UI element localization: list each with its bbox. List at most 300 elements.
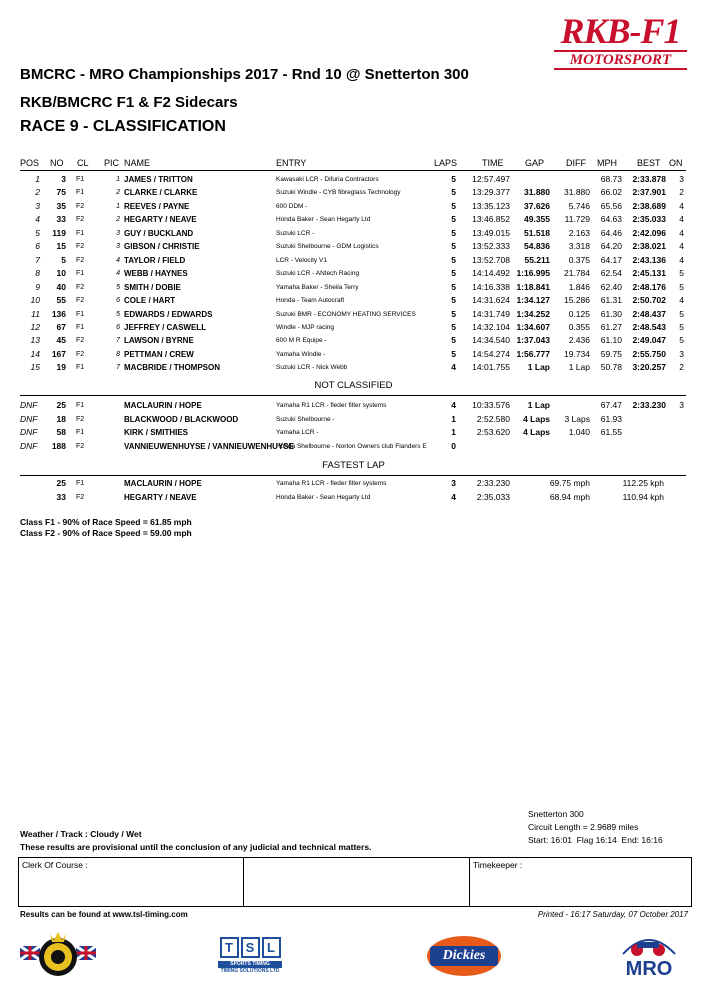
dnf-row [0,426,707,439]
on-lap-cell: 4 [679,200,684,211]
col-name: NAME [124,158,151,168]
result-row [0,173,707,186]
best-lap-cell: 2:38.021 [632,241,666,252]
not-classified-divider [20,395,686,396]
time-cell: 14:01.755 [472,362,510,373]
mph-cell: 61.55 [600,427,622,437]
header-divider [20,170,686,171]
number-cell: 58 [56,427,66,437]
diff-cell: 3.318 [568,241,590,252]
gap-cell: 1:18.841 [516,281,550,292]
results-url: Results can be found at www.tsl-timing.com [20,910,188,919]
timekeeper-cell [470,858,691,906]
laps-cell: 5 [451,241,456,252]
diff-cell: 15.286 [564,295,590,306]
result-row [0,213,707,226]
mro-wordmark: MRO [625,958,673,980]
entry-cell: Honda Shelbourne - Norton Owners club Flanders E [276,442,427,450]
pic-cell: 6 [116,323,120,331]
diff-cell: 2.163 [568,227,590,238]
number-cell: 40 [56,281,66,292]
class-cell: F2 [76,297,85,305]
best-lap-cell: 2:35.033 [632,214,666,225]
name-cell: LAWSON / BYRNE [124,336,194,346]
col-diff: DIFF [566,158,586,168]
laps-cell: 5 [451,214,456,225]
on-lap-cell: 5 [679,308,684,319]
col-time: TIME [482,158,504,168]
mph-cell: 61.10 [600,335,622,346]
number-cell: 10 [56,268,66,279]
mph-cell: 66.02 [600,187,622,198]
pos-cell: 5 [35,227,40,238]
pos-cell: DNF [20,440,38,451]
diff-cell: 19.734 [564,348,590,359]
best-lap-cell: 2:38.689 [632,200,666,211]
time-cell: 14:54.274 [472,348,510,359]
result-row [0,227,707,240]
entry-cell: Yamaha R1 LCR - fleder filter systems [276,480,387,487]
class-cell: F2 [76,283,85,291]
col-laps: LAPS [434,158,458,168]
laps-cell: 5 [451,200,456,211]
time-cell: 10:33.576 [472,400,510,410]
mph-cell: 62.54 [600,268,622,279]
pic-cell: 3 [116,229,120,237]
class-cell: F1 [76,270,85,278]
best-lap-cell: 2:33.878 [632,174,666,184]
class-title: RKB/BMCRC F1 & F2 Sidecars [20,94,238,111]
laps-cell: 5 [451,335,456,346]
mph-cell: 68.73 [600,174,622,184]
class-cell: F1 [76,310,85,318]
laps-cell: 5 [451,254,456,265]
dickies-badge [427,936,501,976]
gap-cell: 1:34.127 [516,295,550,306]
laps-cell: 5 [451,281,456,292]
brand-line2: MOTORSPORT [554,50,687,70]
entry-cell: Yamaha R1 LCR - fleder filter systems [276,402,387,409]
number-cell: 35 [56,200,66,211]
mph-cell: 65.56 [600,200,622,211]
pos-cell: 11 [31,308,40,319]
diff-cell: 1.040 [568,427,590,437]
mph-cell: 64.63 [600,214,622,225]
col-pos: POS [20,158,40,168]
dickies-logo [424,928,504,984]
gap-cell: 31.880 [524,187,550,198]
time-cell: 13:49.015 [472,227,510,238]
fastest-lap-divider [20,475,686,476]
mro-logo [612,928,686,984]
number-cell: 136 [51,308,66,319]
laps-cell: 5 [451,348,456,359]
class-cell: F1 [76,176,85,183]
mph-cell: 64.17 [600,254,622,265]
on-lap-cell: 3 [451,478,456,488]
fastest-lap-row [0,477,707,490]
pic-cell: 7 [116,364,120,372]
pos-cell: 3 [35,200,40,211]
pos-cell: 9 [35,281,40,292]
on-lap-cell: 4 [679,241,684,252]
number-cell: 188 [51,440,66,451]
mph-cell: 68.94 mph [549,491,590,502]
entry-cell: Suzuki Shelbourne - [276,415,335,423]
time-cell: 2:52.580 [476,413,510,424]
not-classified-heading: NOT CLASSIFIED [314,380,393,391]
circuit-length: Circuit Length = 2.9689 miles [528,822,639,832]
dnf-row [0,399,707,412]
gap-cell: 1:56.777 [516,348,550,359]
race-speed-notes [20,517,192,538]
pic-cell: 1 [116,202,120,210]
on-lap-cell: 3 [679,348,684,359]
name-cell: TAYLOR / FIELD [124,255,186,265]
on-lap-cell: 5 [679,268,684,279]
number-cell: 55 [56,295,66,306]
class-cell: F2 [76,442,85,450]
column-header-row [0,157,707,170]
col-cl: CL [77,158,89,168]
pos-cell: 13 [30,335,40,346]
number-cell: 167 [51,348,66,359]
gap-cell: 1:37.043 [516,335,550,346]
lap-time-cell: 2:35.033 [476,491,510,502]
bmcrc-crest-icon [18,928,98,984]
number-cell: 75 [56,187,66,198]
on-lap-cell: 2 [679,362,684,373]
col-no: NO [50,158,64,168]
best-lap-cell: 2:55.750 [632,348,666,359]
tsl-letters [219,937,282,958]
entry-cell: Suzuki Windle - CYB fibreglass Technology [276,189,401,197]
pic-cell: 5 [116,283,120,291]
entry-cell: 600 DDM - [276,202,308,210]
class-cell: F1 [76,364,85,372]
pic-cell: 1 [116,176,120,183]
name-cell: REEVES / PAYNE [124,201,190,211]
result-row [0,308,707,321]
class-cell: F1 [76,229,85,237]
gap-cell: 4 Laps [523,427,550,437]
pos-cell: 12 [30,321,40,332]
diff-cell: 5.746 [568,200,590,211]
pic-cell: 6 [116,297,120,305]
clerk-cell [19,858,244,906]
mro-motorcycle-icon [619,932,679,958]
tsl-letter-l: L [262,937,281,958]
result-row [0,348,707,361]
pos-cell: 10 [30,295,40,306]
time-cell: 13:35.123 [472,200,510,211]
kph-cell: 110.94 kph [622,491,664,502]
number-cell: 25 [56,478,66,488]
best-lap-cell: 2:37.901 [632,187,666,198]
result-row [0,254,707,267]
best-lap-cell: 2:43.136 [632,254,666,265]
tsl-company: TIMING SOLUTIONS LTD [220,968,280,974]
class-cell: F2 [76,350,85,358]
class-cell: F2 [76,337,85,345]
pos-cell: 2 [35,187,40,198]
on-lap-cell: 4 [679,295,684,306]
gap-cell: 51.518 [524,227,550,238]
result-row [0,361,707,374]
rkb-f1-logo [548,11,693,70]
on-lap-cell: 5 [679,321,684,332]
number-cell: 45 [56,335,66,346]
time-cell: 14:31.624 [472,295,510,306]
on-lap-cell: 4 [451,491,456,502]
name-cell: COLE / HART [124,296,176,306]
weather-line: Weather / Track : Cloudy / Wet [20,829,142,839]
laps-cell: 1 [451,413,456,424]
pic-cell: 4 [116,256,120,264]
signature-box [18,857,692,907]
number-cell: 25 [56,400,66,410]
name-cell: GUY / BUCKLAND [124,228,194,238]
gap-cell: 1:34.607 [516,321,550,332]
mph-cell: 61.30 [600,308,622,319]
tsl-timing-logo [214,928,286,984]
pos-cell: 6 [35,241,40,252]
laps-cell: 1 [451,427,456,437]
number-cell: 33 [56,214,66,225]
timekeeper-label: Timekeeper : [473,860,523,870]
pos-cell: 4 [35,214,40,225]
laps-cell: 5 [451,268,456,279]
result-row [0,294,707,307]
time-cell: 14:31.749 [472,308,510,319]
mph-cell: 64.20 [600,241,622,252]
fastest-lap-row [0,491,707,504]
class-cell: F1 [76,429,85,436]
dnf-row [0,440,707,453]
best-lap-cell: 3:20.257 [632,362,666,373]
col-pic: PIC [104,158,120,168]
class-cell: F1 [76,323,85,331]
entry-cell: Suzuki LCR - [276,229,315,237]
pic-cell: 7 [116,337,120,345]
mph-cell: 50.78 [600,362,622,373]
dickies-wordmark: Dickies [430,946,498,966]
fastest-lap-heading: FASTEST LAP [322,460,385,471]
entry-cell: Yamaha Baker - Sheila Terry [276,283,359,291]
name-cell: PETTMAN / CREW [124,349,194,359]
on-lap-cell: 4 [679,214,684,225]
name-cell: MACLAURIN / HOPE [124,401,202,410]
diff-cell: 31.880 [564,187,590,198]
provisional-note: These results are provisional until the conclusion of any judicial and technical matters. [20,842,372,852]
laps-cell: 5 [451,174,456,184]
kph-cell: 112.25 kph [622,478,664,488]
gap-cell: 49.355 [524,214,550,225]
name-cell: WEBB / HAYNES [124,269,188,279]
pic-cell: 2 [116,189,120,197]
blank-cell [244,858,470,906]
on-lap-cell: 5 [679,335,684,346]
pic-cell: 3 [116,243,120,251]
class-cell: F2 [76,415,85,423]
pos-cell: DNF [20,413,38,424]
race-title: RACE 9 - CLASSIFICATION [20,118,226,135]
time-cell: 2:53.620 [476,427,510,437]
col-on: ON [669,158,683,168]
mph-cell: 67.47 [600,400,622,410]
time-cell: 13:46.852 [472,214,510,225]
tsl-letter-s: S [241,937,260,958]
bmcrc-club-logo [18,928,98,984]
diff-cell: 11.729 [564,214,590,225]
event-title: BMCRC - MRO Championships 2017 - Rnd 10 @ Snetterton 300 [20,66,469,83]
on-lap-cell: 3 [679,400,684,410]
clerk-label: Clerk Of Course : [22,860,88,870]
result-row [0,240,707,253]
laps-cell: 5 [451,295,456,306]
result-row [0,281,707,294]
number-cell: 15 [56,241,66,252]
pos-cell: DNF [20,427,38,437]
time-cell: 13:52.333 [472,241,510,252]
entry-cell: Honda - Team Autocraft [276,297,345,305]
class-cell: F1 [76,189,85,197]
mph-cell: 64.46 [600,227,622,238]
name-cell: VANNIEUWENHUYSE / VANNIEUWENHUYSE [124,441,294,451]
entry-cell: Kawasaki LCR - Difuria Contractors [276,176,379,183]
mph-cell: 61.27 [600,321,622,332]
tsl-letter-t: T [220,937,239,958]
entry-cell: Yamaha LCR - [276,429,319,436]
laps-cell: 5 [451,227,456,238]
entry-cell: Suzuki LCR - ANtech Racing [276,270,360,278]
entry-cell: LCR - Velocity V1 [276,256,327,264]
diff-cell: 1.846 [568,281,590,292]
class-cell: F2 [76,493,85,501]
mph-cell: 62.40 [600,281,622,292]
gap-cell: 1:34.252 [516,308,550,319]
number-cell: 19 [56,362,66,373]
time-cell: 13:52.708 [472,254,510,265]
laps-cell: 5 [451,321,456,332]
name-cell: GIBSON / CHRISTIE [124,242,200,252]
brand-line1: RKB-F1 [560,11,681,51]
class-cell: F2 [76,256,85,264]
laps-cell: 5 [451,187,456,198]
time-cell: 14:34.540 [472,335,510,346]
pos-cell: DNF [20,400,38,410]
gap-cell: 55.211 [524,254,550,265]
entry-cell: Suzuki BMR - ECONOMY HEATING SERVICES [276,310,416,318]
name-cell: CLARKE / CLARKE [124,188,198,198]
diff-cell: 21.784 [564,268,590,279]
best-lap-cell: 2:42.096 [632,227,666,238]
number-cell: 18 [56,413,66,424]
diff-cell: 0.375 [568,254,590,265]
name-cell: JAMES / TRITTON [124,175,193,184]
time-cell: 13:29.377 [472,187,510,198]
result-row [0,334,707,347]
number-cell: 33 [56,491,66,502]
pos-cell: 7 [35,254,40,265]
result-row [0,321,707,334]
mph-cell: 69.75 mph [549,478,590,488]
entry-cell: Suzuki LCR - Nick Webb [276,364,348,372]
class-cell: F1 [76,402,85,409]
name-cell: BLACKWOOD / BLACKWOOD [124,414,239,424]
time-cell: 14:32.104 [472,321,510,332]
pic-cell: 4 [116,270,120,278]
number-cell: 67 [56,321,66,332]
diff-cell: 3 Laps [564,413,590,424]
on-lap-cell: 4 [679,254,684,265]
laps-cell: 4 [451,362,456,373]
weather-block [20,828,371,854]
mph-cell: 61.31 [600,295,622,306]
on-lap-cell: 5 [679,281,684,292]
laps-cell: 5 [451,308,456,319]
pic-cell: 8 [116,350,120,358]
diff-cell: 0.355 [568,321,590,332]
pos-cell: 15 [30,362,40,373]
result-row [0,186,707,199]
on-lap-cell: 4 [679,227,684,238]
time-cell: 12:57.497 [472,174,510,184]
pos-cell: 14 [30,348,40,359]
mph-cell: 59.75 [600,348,622,359]
name-cell: SMITH / DOBIE [124,282,181,292]
gap-cell: 1 Lap [527,362,550,373]
gap-cell: 1:16.995 [516,268,550,279]
name-cell: KIRK / SMITHIES [124,428,189,437]
race-times: Start: 16:01 Flag 16:14 End: 16:16 [528,835,663,845]
entry-cell: Honda Baker - Sean Hegarty Ltd [276,216,371,224]
number-cell: 5 [61,254,66,265]
best-lap-cell: 2:48.437 [632,308,666,319]
pic-cell: 5 [116,310,120,318]
gap-cell: 37.626 [524,200,550,211]
name-cell: EDWARDS / EDWARDS [124,309,213,319]
class-cell: F2 [76,216,85,224]
note-f1: Class F1 - 90% of Race Speed = 61.85 mph [20,517,192,527]
entry-cell: Suzuki Shelbourne - GDM Logistics [276,243,379,251]
tsl-tagline: SPORTS TIMING [218,961,282,968]
class-cell: F1 [76,480,85,487]
col-gap: GAP [525,158,545,168]
diff-cell: 0.125 [568,308,590,319]
lap-time-cell: 2:33.230 [476,478,510,488]
pic-cell: 2 [116,216,120,224]
number-cell: 119 [52,227,66,238]
laps-cell: 4 [451,400,456,410]
entry-cell: Windle - MJP racing [276,323,335,331]
number-cell: 3 [61,174,66,184]
best-lap-cell: 2:50.702 [632,295,666,306]
col-best: BEST [637,158,661,168]
track-info [528,808,663,847]
col-entry: ENTRY [276,158,307,168]
result-row [0,200,707,213]
time-cell: 14:14.492 [472,268,510,279]
pos-cell: 8 [35,268,40,279]
diff-cell: 1 Lap [568,362,590,373]
track-name: Snetterton 300 [528,809,584,819]
printed-timestamp: Printed - 16:17 Saturday, 07 October 2017 [537,910,688,919]
col-mph: MPH [597,158,617,168]
entry-cell: 600 M R Equipe - [276,337,327,345]
entry-cell: Yamaha Windle - [276,350,326,358]
name-cell: JEFFREY / CASWELL [124,322,207,332]
